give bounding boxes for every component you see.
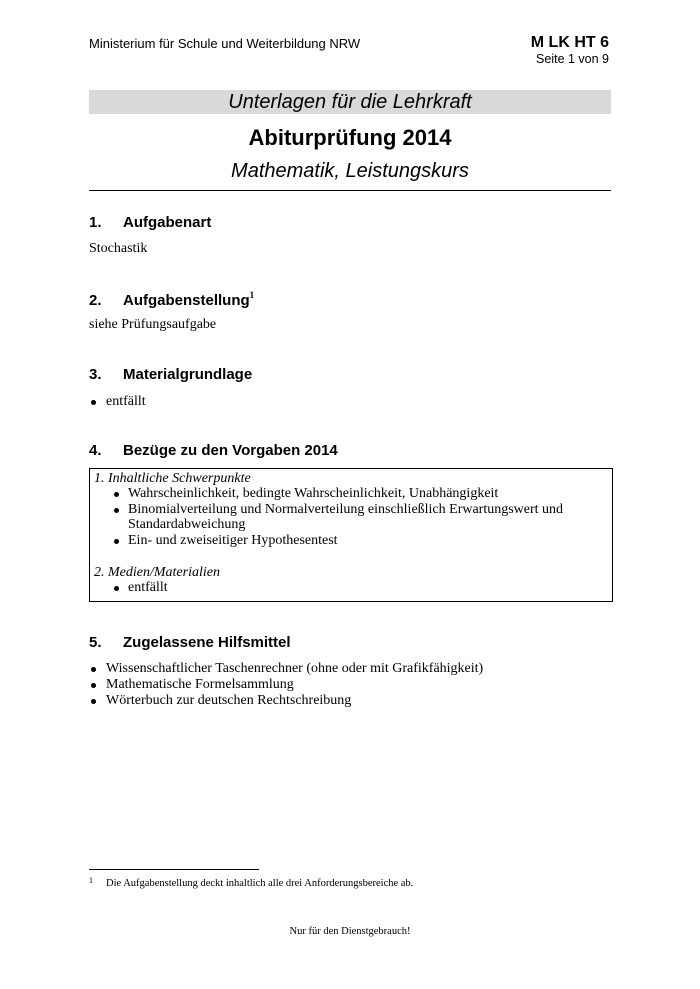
list-item: Binomialverteilung und Normalverteilung einschließlich Erwartungswert und Standardabweichung — [94, 502, 612, 533]
course-title: Mathematik, Leistungskurs — [231, 160, 469, 182]
ministry-name: Ministerium für Schule und Weiterbildung NRW — [89, 36, 361, 51]
section-heading-bezuege — [89, 442, 338, 459]
section-title: Bezüge zu den Vorgaben 2014 — [123, 442, 338, 459]
list-item: Wörterbuch zur deutschen Rechtschreibung — [89, 693, 483, 709]
section-heading-hilfsmittel — [89, 634, 291, 651]
section-heading-aufgabenstellung — [89, 290, 254, 309]
medien-list — [94, 580, 612, 596]
page-number: Seite 1 von 9 — [536, 52, 609, 66]
group-title-schwerpunkte: 1. Inhaltliche Schwerpunkte — [94, 471, 251, 486]
document-subtitle: Unterlagen für die Lehrkraft — [89, 90, 611, 114]
footer-note: Nur für den Dienstgebrauch! — [289, 926, 411, 937]
section-number: 1. — [89, 214, 102, 231]
section-number: 3. — [89, 366, 102, 383]
exam-code: M LK HT 6 — [530, 34, 609, 51]
section-title: Aufgabenstellung — [123, 292, 250, 309]
section-text-aufgabenstellung: siehe Prüfungsaufgabe — [89, 317, 217, 332]
footnote-ref[interactable]: 1 — [249, 290, 255, 300]
vorgaben-box — [89, 468, 613, 602]
section-number: 5. — [89, 634, 102, 651]
section-title: Aufgabenart — [123, 214, 212, 231]
list-item: entfällt — [94, 580, 612, 596]
section-heading-materialgrundlage — [89, 366, 252, 383]
section-title: Materialgrundlage — [123, 366, 253, 383]
footnote — [89, 876, 413, 889]
section-number: 2. — [89, 292, 102, 309]
list-item: Wissenschaftlicher Taschenrechner (ohne oder mit Grafikfähigkeit) — [89, 661, 483, 677]
page-title: Abiturprüfung 2014 — [248, 125, 452, 150]
list-item: Ein- und zweiseitiger Hypothesentest — [94, 533, 612, 549]
section-number: 4. — [89, 442, 102, 459]
group-title-medien: 2. Medien/Materialien — [94, 565, 220, 580]
section-heading-aufgabenart — [89, 214, 211, 231]
list-item: Wahrscheinlichkeit, bedingte Wahrscheinlichkeit, Unabhängigkeit — [94, 486, 612, 502]
title-divider — [89, 190, 611, 191]
footnote-text: Die Aufgabenstellung deckt inhaltlich alle drei Anforderungsbereiche ab. — [106, 878, 414, 889]
section-title: Zugelassene Hilfsmittel — [123, 634, 291, 651]
section-text-aufgabenart: Stochastik — [89, 241, 148, 256]
list-item: Mathematische Formelsammlung — [89, 677, 483, 693]
list-item: entfällt — [89, 394, 146, 410]
hilfsmittel-list — [89, 661, 483, 709]
footnote-number: 1 — [89, 876, 93, 885]
footnote-divider — [89, 869, 259, 870]
schwerpunkte-list — [94, 486, 612, 548]
materialgrundlage-list — [89, 394, 146, 410]
